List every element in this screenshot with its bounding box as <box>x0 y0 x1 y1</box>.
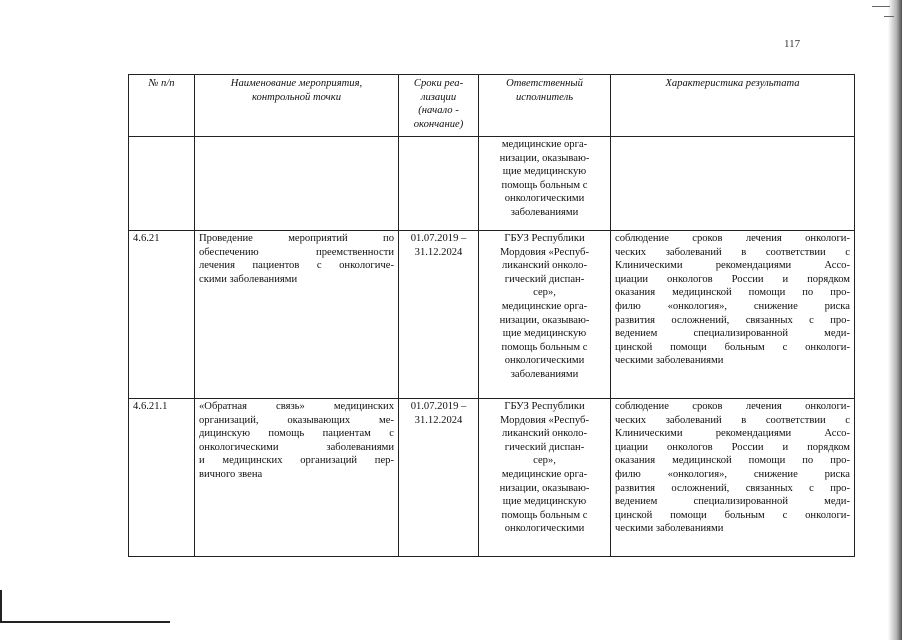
cell-text-line: низации, оказываю- <box>499 482 590 494</box>
header-line: исполнитель <box>515 91 574 103</box>
cell-text-line: лечения пациентов с онкологиче- <box>199 260 394 272</box>
cell-text-line: Мордовия «Респуб- <box>500 414 589 426</box>
cell-number <box>129 231 195 399</box>
cell-text-line: обеспечению преемственности <box>199 246 394 258</box>
cell-text-line: Мордовия «Респуб- <box>500 246 589 258</box>
scan-mark <box>872 6 890 7</box>
cell-text-line: «Обратная связь» медицинских <box>199 401 394 412</box>
cell-result <box>611 137 855 231</box>
measures-table <box>128 74 855 557</box>
cell-text-line: медицинские орга- <box>501 468 588 480</box>
header-result-label: Характеристика результата <box>665 78 800 89</box>
cell-executor <box>479 399 611 557</box>
cell-text-line: онкологическими <box>504 355 585 367</box>
cell-text-line: оказания медицинской помощи по про- <box>615 287 850 299</box>
table-row <box>129 399 855 557</box>
header-number-label: № п/п <box>148 78 175 89</box>
header-line: Сроки реа- <box>413 78 464 89</box>
cell-text-line: сер», <box>533 455 556 467</box>
cell-text-line: ГБУЗ Республики <box>504 401 585 412</box>
cell-text-line: онкологическими <box>504 523 585 535</box>
cell-measure-name <box>195 137 399 231</box>
cell-text-line: Клиническими рекомендациями Ассо- <box>615 260 850 272</box>
table-header-row <box>129 75 855 137</box>
cell-result <box>611 399 855 557</box>
cell-text-line: развития осложнений, связанных с про- <box>615 314 850 326</box>
scan-edge-shadow <box>888 0 902 640</box>
cell-measure-name <box>195 231 399 399</box>
cell-text-line: цинской помощи больным с онкологи- <box>615 509 850 521</box>
cell-text-line: ведением специализированной меди- <box>615 328 850 340</box>
cell-text-line: низации, оказываю- <box>499 314 590 326</box>
cell-text-line: онкологическими заболеваниями <box>199 441 394 453</box>
cell-text-line: Проведение мероприятий по <box>199 233 394 244</box>
cell-text-line: Клиническими рекомендациями Ассо- <box>615 428 850 440</box>
cell-text-line: 01.07.2019 – <box>410 401 467 412</box>
cell-text-line: ликанский онколо- <box>502 428 587 440</box>
cell-text-line: онкологическими <box>504 193 585 205</box>
cell-text-line: филю «онкология», снижение риска <box>615 300 850 312</box>
cell-executor <box>479 137 611 231</box>
cell-text-line: низации, оказываю- <box>499 152 590 164</box>
cell-text-line: циации онкологов России и порядком <box>615 273 850 285</box>
cell-text-line: помощь больным с <box>501 509 588 521</box>
cell-executor <box>479 231 611 399</box>
cell-text-line: дицинскую помощь пациентам с <box>199 428 394 440</box>
cell-text-line: и медицинских организаций пер- <box>199 455 394 467</box>
cell-text-line: 01.07.2019 – <box>410 233 467 244</box>
cell-text-line: щие медицинскую <box>502 328 587 340</box>
cell-result <box>611 231 855 399</box>
cell-text-line: ческих заболеваний в соответствии с <box>615 414 850 426</box>
cell-text-line: организаций, оказывающих ме- <box>199 414 394 426</box>
cell-text-line: 31.12.2024 <box>414 246 463 258</box>
header-dates <box>399 75 479 137</box>
cell-number <box>129 137 195 231</box>
cell-text-line: помощь больным с <box>501 341 588 353</box>
header-line: Ответственный <box>506 78 583 89</box>
cell-text-line: ГБУЗ Республики <box>504 233 585 244</box>
cell-text-line: соблюдение сроков лечения онкологи- <box>615 233 850 244</box>
header-executor <box>479 75 611 137</box>
cell-text-line: циации онкологов России и порядком <box>615 441 850 453</box>
table-row <box>129 231 855 399</box>
table-row <box>129 137 855 231</box>
cell-text-line: заболеваниями <box>510 368 579 380</box>
cell-dates <box>399 231 479 399</box>
header-number <box>129 75 195 137</box>
cell-text-line: помощь больным с <box>501 179 588 191</box>
cell-text-line: филю «онкология», снижение риска <box>615 468 850 480</box>
cell-text-line: медицинские орга- <box>501 300 588 312</box>
cell-text-line: цинской помощи больным с онкологи- <box>615 341 850 353</box>
cell-number <box>129 399 195 557</box>
scan-mark <box>884 16 894 17</box>
cell-text-line: ческих заболеваний в соответствии с <box>615 246 850 258</box>
cell-text-line: вичного звена <box>199 468 263 480</box>
cell-text-line: медицинские орга- <box>501 139 588 150</box>
cell-text-line: гический диспан- <box>504 273 585 285</box>
cell-text-line: соблюдение сроков лечения онкологи- <box>615 401 850 412</box>
row-number: 4.6.21.1 <box>133 401 168 412</box>
cell-text-line: оказания медицинской помощи по про- <box>615 455 850 467</box>
cell-text-line: скими заболеваниями <box>199 273 298 285</box>
cell-dates <box>399 137 479 231</box>
page-number: 117 <box>784 38 801 50</box>
cell-text-line: щие медицинскую <box>502 166 587 178</box>
cell-text-line: сер», <box>533 287 556 299</box>
header-line: Наименование мероприятия, <box>230 78 363 89</box>
header-line: окончание) <box>413 118 464 130</box>
header-line: лизации <box>420 91 457 103</box>
cell-dates <box>399 399 479 557</box>
scan-bottom-edge <box>0 621 170 623</box>
header-line: (начало - <box>418 105 459 117</box>
cell-text-line: заболеваниями <box>510 206 579 218</box>
scan-left-edge <box>0 590 2 623</box>
cell-text-line: гический диспан- <box>504 441 585 453</box>
header-result <box>611 75 855 137</box>
row-number: 4.6.21 <box>133 233 160 244</box>
cell-text-line: ликанский онколо- <box>502 260 587 272</box>
header-measure-name <box>195 75 399 137</box>
cell-text-line: 31.12.2024 <box>414 414 463 426</box>
cell-text-line: ческими заболеваниями <box>615 523 724 535</box>
cell-text-line: развития осложнений, связанных с про- <box>615 482 850 494</box>
header-line: контрольной точки <box>251 91 341 103</box>
cell-text-line: щие медицинскую <box>502 496 587 508</box>
cell-text-line: ческими заболеваниями <box>615 355 724 367</box>
cell-text-line: ведением специализированной меди- <box>615 496 850 508</box>
cell-measure-name <box>195 399 399 557</box>
